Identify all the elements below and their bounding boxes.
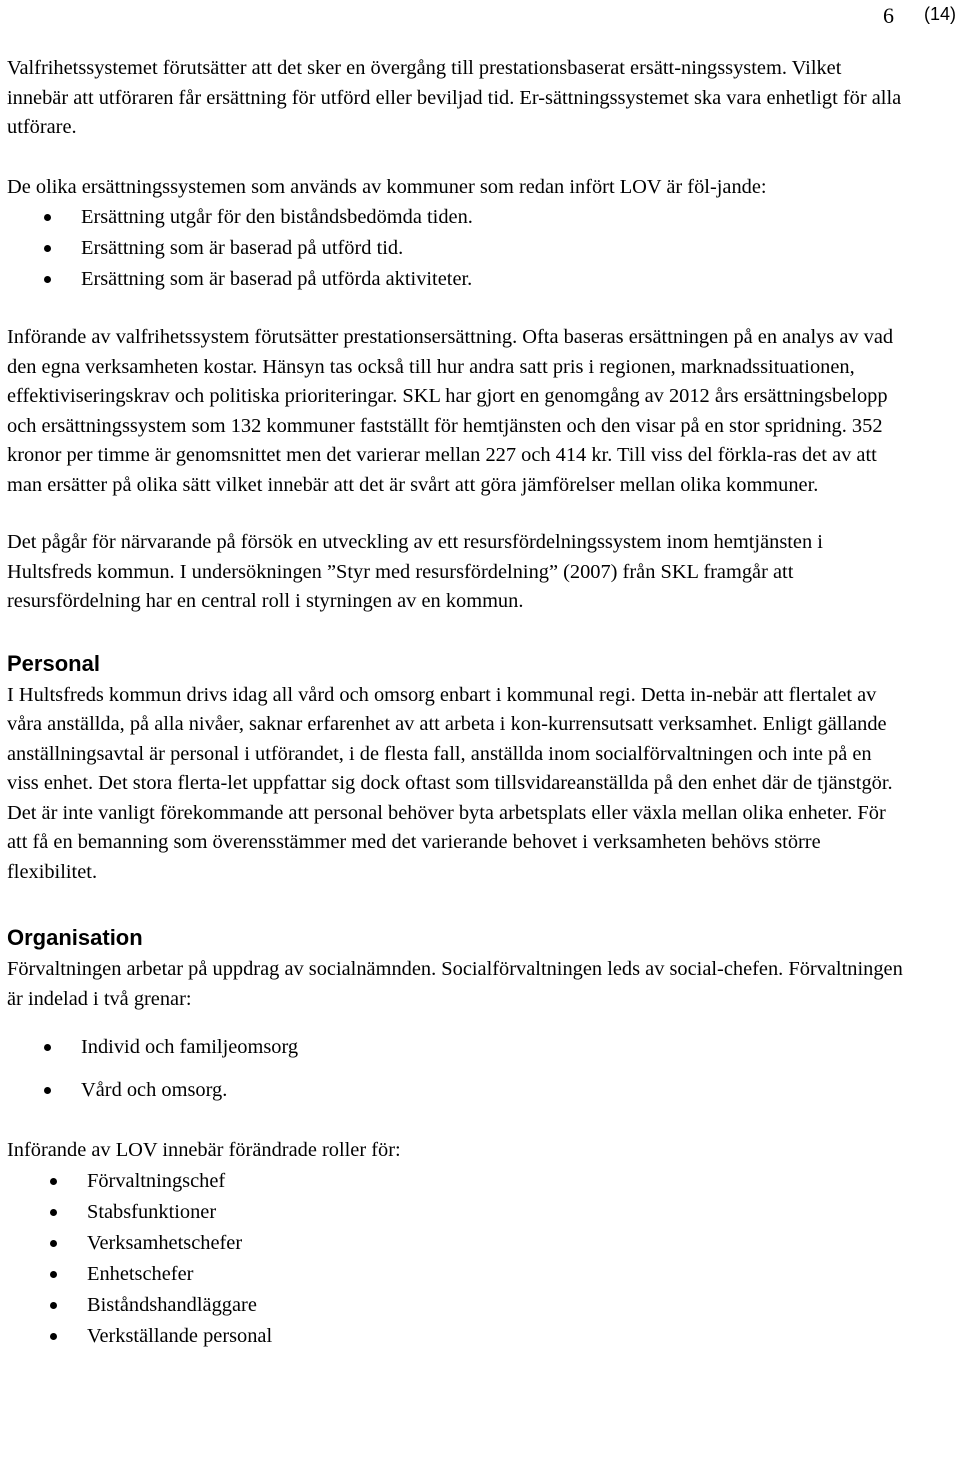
paragraph-compensation-intro: De olika ersättningssystemen som används av kommuner som redan infört LOV är föl-jande:	[7, 175, 767, 198]
list-item: Ersättning utgår för den biståndsbedömda tiden.	[7, 202, 907, 233]
paragraph-lov-roles: Införande av LOV innebär förändrade roller för:	[7, 1139, 401, 1161]
bullet-icon	[44, 245, 51, 252]
list-item: Stabsfunktioner	[7, 1197, 907, 1228]
bullet-icon	[44, 1087, 51, 1094]
list-item: Enhetschefer	[7, 1259, 907, 1290]
list-item: Ersättning som är baserad på utförda aktiviteter.	[7, 264, 907, 295]
bullet-icon	[50, 1271, 57, 1278]
heading-personal: Personal	[7, 650, 100, 676]
bullet-icon	[50, 1178, 57, 1185]
bullet-icon	[44, 214, 51, 221]
list-item: Förvaltningschef	[7, 1166, 907, 1197]
page-total: (14)	[923, 4, 956, 24]
branches-list	[7, 1026, 907, 1112]
paragraph-performance-compensation: Införande av valfrihetssystem förutsätter prestationsersättning. Ofta baseras ersättningen på en analys av vad den egna verksamheten kostar. Hänsyn tas också till hur andra satt pris i regionen, marknadssituationen, effektiviseringskrav och politiska prioriteringar. SKL har gjort en genomgång av 2012 års ersättningsbelopp och ersättningssystem som 132 kommuner fastställt för hemtjänsten och den visar på en stor spridning. 352 kronor per timme är genomsnittet men det varierar mellan 227 och 414 kr. Till viss del förkla-ras det av att man ersätter på olika sätt vilket innebär att det är svårt att göra jämförelser mellan olika kommuner.	[7, 326, 894, 496]
bullet-icon	[50, 1302, 57, 1309]
bullet-icon	[44, 276, 51, 283]
list-item: Ersättning som är baserad på utförd tid.	[7, 233, 907, 264]
list-item: Verksamhetschefer	[7, 1228, 907, 1259]
heading-organisation: Organisation	[7, 925, 143, 950]
page-number: 6	[883, 3, 894, 28]
compensation-list	[7, 202, 907, 295]
list-item: Verkställande personal	[7, 1321, 907, 1352]
paragraph-resource-allocation: Det pågår för närvarande på försök en utveckling av ett resursfördelningssystem inom hemtjänsten i Hultsfreds kommun. I undersökningen ”Styr med resursfördelning” (2007) från SKL framgår att resursfördelning har en central roll i styrningen av en kommun.	[7, 531, 823, 612]
list-item: Vård och omsorg.	[7, 1069, 907, 1112]
bullet-icon	[44, 1044, 51, 1051]
page-content	[7, 54, 907, 1352]
paragraph-compensation-system: Valfrihetssystemet förutsätter att det sker en övergång till prestationsbaserat ersätt-ningssystem. Vilket innebär att utföraren får ersättning för utförd eller beviljad tid. Er-sättningssystemet ska vara enhetligt för alla utförare.	[7, 57, 902, 138]
roles-list	[7, 1166, 907, 1352]
list-item: Biståndshandläggare	[7, 1290, 907, 1321]
list-item: Individ och familjeomsorg	[7, 1026, 907, 1069]
paragraph-personal: I Hultsfreds kommun drivs idag all vård och omsorg enbart i kommunal regi. Detta in-nebär att flertalet av våra anställda, på alla nivåer, saknar erfarenhet av att arbeta i kon-kurrensutsatt verksamhet. Enligt gällande anställningsavtal är personal i utförandet, i de flesta fall, anställda inom socialförvaltningen och inte på en viss enhet. Det stora flerta-let uppfattar sig dock oftast som tillsvidareanställda på den enhet där de tjänstgör. Det är inte vanligt förekommande att personal behöver byta arbetsplats eller växla mellan olika enheter. För att få en bemanning som överensstämmer med det varierande behovet i verksamheten behövs större flexibilitet.	[7, 683, 893, 883]
bullet-icon	[50, 1209, 57, 1216]
bullet-icon	[50, 1333, 57, 1340]
paragraph-organisation: Förvaltningen arbetar på uppdrag av socialnämnden. Socialförvaltningen leds av social-chefen. Förvaltningen är indelad i två grenar:	[7, 958, 903, 1010]
bullet-icon	[50, 1240, 57, 1247]
